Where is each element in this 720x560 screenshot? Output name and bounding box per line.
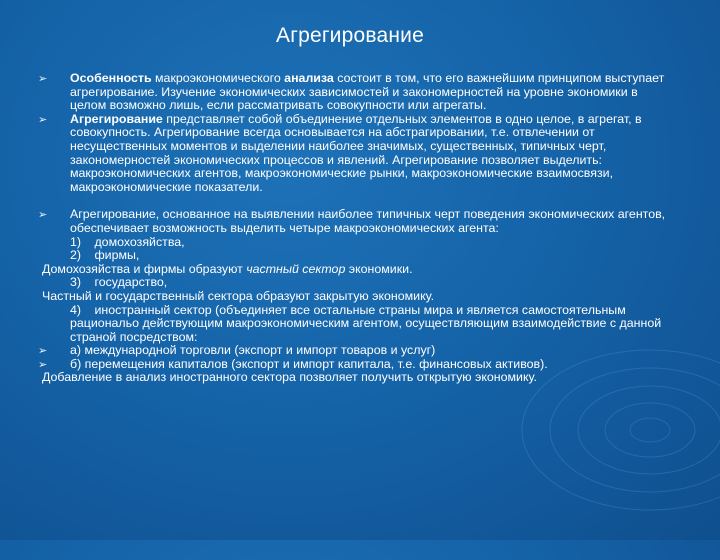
- bullet-capital: ➢ б) перемещения капиталов (экспорт и импорт капитала, т.е. финансовых активов).: [38, 356, 548, 371]
- slide-body: [38, 71, 672, 385]
- note-private-sector: Домохозяйства и фирмы образуют частный сектор экономики.: [42, 261, 413, 276]
- bullet-trade: ➢ а) международной торговли (экспорт и импорт товаров и услуг): [38, 343, 436, 358]
- arrowhead-bullet-icon: ➢: [38, 113, 48, 126]
- list-item-foreign-sector: 4) иностранный сектор (объединяет все остальные страны мира и является самостоятельным рациональо действующим макроэкономическим агентом, осуществляющим взаимодействие с данной страной посредством:: [70, 302, 662, 344]
- note-open-economy: Добавление в анализ иностранного сектора позволяет получить открытую экономику.: [42, 370, 537, 385]
- list-item-households: 1) домохозяйства,: [70, 234, 185, 249]
- list-item-firms: 2) фирмы,: [70, 248, 140, 263]
- list-item-government: 3) государство,: [70, 275, 168, 290]
- arrowhead-bullet-icon: ➢: [38, 345, 48, 358]
- paragraph-text: представляет собой объединение отдельных элементов в одно целое, в агрегат, в совокупность. Агрегирование всегда основывается на абстрагировании, т.е. отвлечении от несущественных моментов и выделении наиболее значимых, существенных, типичных черт, закономерностей экономических процессов и явлений. Агрегирование позволяет выделить: макроэкономических агентов, макроэкономические рынки, макроэкономические взаимосвязи, макроэкономические показатели.: [70, 111, 642, 194]
- bullet-paragraph-agents: [38, 207, 672, 235]
- arrowhead-bullet-icon: ➢: [38, 209, 48, 222]
- paragraph-text: состоит в том, что его важнейшим принципом выступает агрегирование. Изучение экономических зависимостей и закономерностей на уровне экономики в целом возможно лишь, если рассматривать совокупности или агрегаты.: [70, 71, 665, 113]
- page-title: Агрегирование: [276, 24, 424, 47]
- bullet-paragraph-aggregation: [38, 111, 672, 195]
- arrowhead-bullet-icon: ➢: [38, 358, 48, 371]
- term-osobennost: Особенность: [70, 71, 152, 85]
- term-analiza: анализа: [284, 71, 334, 85]
- arrowhead-bullet-icon: ➢: [38, 73, 48, 85]
- paragraph-text: макроэкономического: [151, 71, 285, 85]
- term-agregirovanie: Агрегирование: [70, 111, 163, 126]
- paragraph-text: Агрегирование, основанное на выявлении наиболее типичных черт поведения экономических агентов, обеспечивает возможность выделить четыре макроэкономических агента:: [70, 207, 666, 235]
- bullet-paragraph-features: [38, 71, 672, 113]
- note-closed-economy: Частный и государственный сектора образуют закрытую экономику.: [42, 288, 435, 303]
